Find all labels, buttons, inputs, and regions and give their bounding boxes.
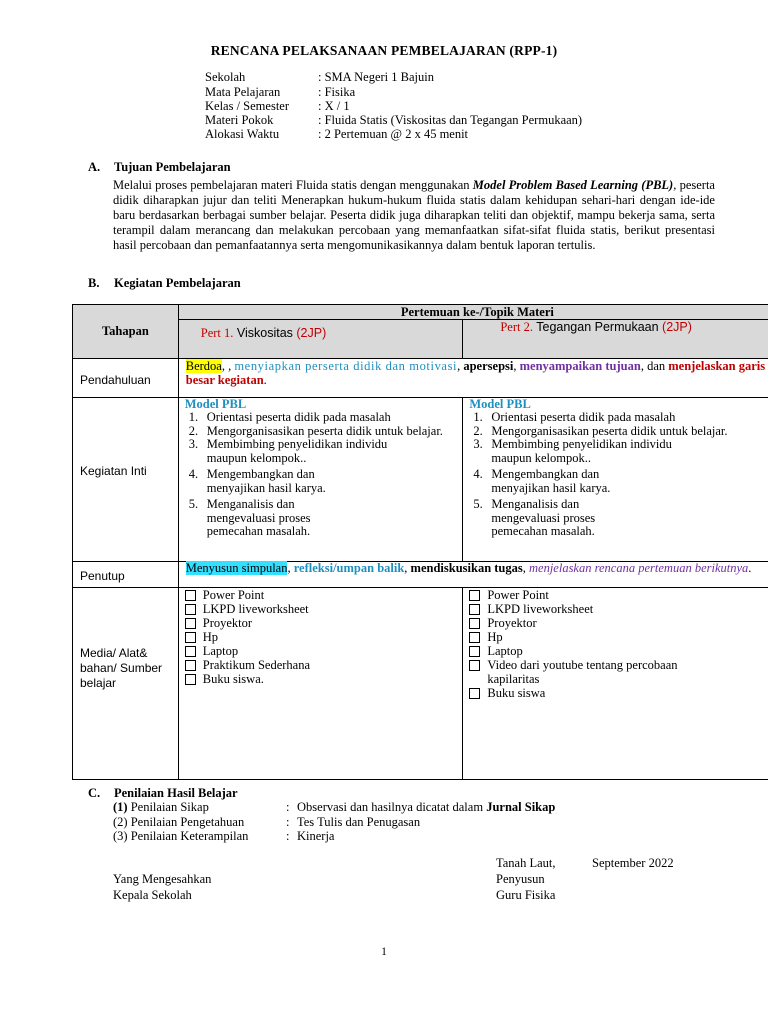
approver-title: Yang Mengesahkan	[113, 872, 212, 886]
pert1-label: Pert 1.	[200, 326, 234, 340]
list-item	[469, 411, 768, 425]
list-item	[185, 438, 459, 465]
assessment-value	[297, 815, 420, 830]
section-b-heading	[88, 276, 241, 291]
step-text: Mengembangkan dan menyajikan hasil karya.	[206, 467, 326, 495]
separator: , dan	[640, 359, 669, 373]
row-label-kegiatan-inti: Kegiatan Inti	[73, 398, 179, 562]
assessment-method: Tes Tulis dan Penugasan	[297, 815, 421, 829]
separator: ,	[457, 359, 464, 373]
assessment-method-bold: Jurnal Sikap	[486, 800, 556, 814]
inti-pert1	[178, 398, 463, 562]
media-item: Laptop	[202, 644, 239, 658]
assessment-name: Penilaian Keterampilan	[127, 829, 249, 843]
assessment-label	[113, 829, 248, 844]
list-item	[469, 425, 768, 439]
activity-berdoa: Berdoa	[185, 359, 222, 373]
checkbox-icon	[185, 632, 196, 643]
objective-text: Melalui proses pembelajaran materi Fluida statis dengan menggunakan	[113, 178, 473, 192]
assessment-value	[297, 800, 555, 815]
checkbox-icon	[469, 646, 480, 657]
row-label-media: Media/ Alat& bahan/ Sumber belajar	[73, 588, 179, 780]
separator: ,	[404, 561, 411, 575]
identity-value: : Fisika	[318, 85, 356, 99]
step-number: 3.	[473, 437, 483, 451]
checkbox-icon	[469, 632, 480, 643]
approver-role: Kepala Sekolah	[113, 888, 192, 902]
assessment-name: Penilaian Sikap	[127, 800, 209, 814]
separator: , ,	[221, 359, 235, 373]
activity-rencana: menjelaskan rencana pertemuan berikutnya	[529, 561, 749, 575]
media-pert2	[463, 588, 768, 780]
identity-value: : 2 Pertemuan @ 2 x 45 menit	[318, 127, 469, 141]
list-item	[463, 616, 768, 630]
assessment-label	[113, 815, 244, 830]
media-pert1	[178, 588, 463, 780]
objective-text-rest: , peserta didik diharapkan jujur dan teliti Menerapkan hukum-hukum fluida statis dalam kehidupan sehari-hari dengan ide-ide baru berdasarkan berbagai sumber belajar. Peserta didik juga diharapkan teliti dan objektif, mampu bekerja sama, serta terampil dalam merancang dan melakukan percobaan yang memanfaatkan sifat-sifat fluida statis, berikut presentasi hasil percobaan dan pemanfaatannya serta mengomunikasikannya dalam bentuk laporan tertulis.	[113, 178, 715, 252]
pert1-topic: Viskositas	[233, 326, 297, 340]
pert1-jp: (2JP)	[296, 326, 327, 340]
pert1-header	[178, 320, 463, 359]
checkbox-icon	[185, 660, 196, 671]
list-item	[179, 672, 459, 686]
pert2-label: Pert 2.	[500, 320, 533, 334]
document-title: RENCANA PELAKSANAAN PEMBELAJARAN (RPP-1)	[210, 43, 558, 58]
media-item: Proyektor	[487, 616, 537, 630]
list-item	[463, 644, 768, 658]
row-label-penutup: Penutup	[73, 562, 179, 588]
activity-table	[72, 304, 768, 780]
media-item: LKPD liveworksheet	[487, 602, 594, 616]
identity-value: : Fluida Statis (Viskositas dan Tegangan Permukaan)	[318, 113, 583, 127]
media-item: Proyektor	[202, 616, 253, 630]
pert2-jp: (2JP)	[662, 320, 692, 334]
media-item: Hp	[487, 630, 503, 644]
inti-pert2	[463, 398, 768, 562]
list-item	[469, 498, 768, 539]
checkbox-icon	[469, 590, 480, 601]
step-number: 2.	[188, 423, 199, 438]
step-text: Orientasi peserta didik pada masalah	[206, 410, 391, 424]
media-list	[179, 588, 459, 686]
assessment-method: Kinerja	[297, 829, 335, 843]
separator: ,	[287, 561, 294, 575]
checkbox-icon	[469, 618, 480, 629]
identity-label: Mata Pelajaran	[205, 85, 281, 99]
media-item: Praktikum Sederhana	[202, 658, 311, 672]
step-number: 3.	[188, 437, 199, 451]
activity-tujuan: menyampaikan tujuan	[519, 359, 641, 373]
section-letter: B.	[88, 276, 100, 290]
step-number: 1.	[473, 410, 483, 424]
section-c-heading	[88, 786, 238, 801]
section-letter: C.	[88, 786, 101, 800]
assessment-number: (2)	[113, 815, 128, 829]
step-text: Membimbing penyelidikan individu maupun kelompok..	[206, 437, 388, 465]
section-a-heading	[88, 160, 231, 175]
identity-value: : X / 1	[318, 99, 350, 113]
assessment-colon: :	[286, 800, 290, 814]
identity-label: Sekolah	[205, 70, 246, 84]
step-text: Mengorganisasikan peserta didik untuk belajar.	[206, 423, 443, 438]
list-item	[179, 602, 459, 616]
separator: .	[263, 373, 267, 387]
assessment-number: (3)	[113, 829, 128, 843]
media-item: Hp	[202, 630, 219, 644]
pbl-steps-list	[185, 411, 459, 539]
separator: .	[748, 561, 752, 575]
list-item	[185, 425, 459, 439]
activity-motivasi: menyiapkan perserta didik dan motivasi	[234, 359, 458, 373]
model-pbl-label: Model PBL	[469, 397, 531, 411]
objective-paragraph	[113, 178, 715, 253]
list-item	[179, 616, 459, 630]
checkbox-icon	[469, 688, 480, 699]
media-item: Video dari youtube tentang percobaan kapilaritas	[487, 658, 678, 686]
separator: ,	[522, 561, 529, 575]
penutup-content	[178, 562, 768, 588]
assessment-method: Observasi dan hasilnya dicatat dalam	[297, 800, 487, 814]
activity-tugas: mendiskusikan tugas	[410, 561, 523, 575]
separator: ,	[513, 359, 520, 373]
media-item: Laptop	[487, 644, 523, 658]
model-pbl-label: Model PBL	[184, 397, 247, 411]
row-label-pendahuluan: Pendahuluan	[73, 359, 179, 398]
signature-place: Tanah Laut,	[496, 856, 556, 870]
list-item	[179, 630, 459, 644]
section-title: Tujuan Pembelajaran	[114, 160, 231, 174]
author-role: Guru Fisika	[496, 888, 556, 902]
list-item	[469, 438, 768, 465]
list-item	[179, 644, 459, 658]
step-number: 5.	[188, 497, 199, 511]
checkbox-icon	[469, 660, 480, 671]
step-text: Membimbing penyelidikan individu maupun kelompok..	[491, 437, 672, 465]
media-item: Power Point	[487, 588, 549, 602]
author-title: Penyusun	[496, 872, 545, 886]
activity-apersepsi: apersepsi	[463, 359, 514, 373]
assessment-colon: :	[286, 829, 290, 843]
assessment-name: Penilaian Pengetahuan	[127, 815, 245, 829]
checkbox-icon	[185, 618, 196, 629]
activity-simpulan: Menyusun simpulan	[185, 561, 288, 575]
step-text: Menganalisis dan mengevaluasi proses pemecahan masalah.	[206, 497, 311, 538]
checkbox-icon	[469, 604, 480, 615]
step-text: Orientasi peserta didik pada masalah	[491, 410, 676, 424]
step-number: 5.	[473, 497, 483, 511]
step-number: 1.	[188, 410, 199, 424]
section-title: Penilaian Hasil Belajar	[114, 786, 238, 800]
list-item	[463, 686, 768, 700]
signature-date: September 2022	[592, 856, 674, 870]
list-item	[463, 658, 768, 686]
col-header-pertemuan: Pertemuan ke-/Topik Materi	[178, 305, 768, 320]
checkbox-icon	[185, 590, 196, 601]
list-item	[179, 658, 459, 672]
list-item	[185, 411, 459, 425]
step-number: 4.	[473, 467, 483, 481]
pbl-steps-list	[469, 411, 768, 539]
section-letter: A.	[88, 160, 101, 174]
media-list	[463, 588, 768, 700]
step-number: 4.	[188, 467, 199, 481]
identity-value: : SMA Negeri 1 Bajuin	[318, 70, 434, 84]
checkbox-icon	[185, 604, 196, 615]
media-item: Buku siswa.	[202, 672, 264, 686]
list-item	[179, 588, 459, 602]
section-title: Kegiatan Pembelajaran	[114, 276, 241, 290]
media-item: Power Point	[202, 588, 265, 602]
checkbox-icon	[185, 646, 196, 657]
identity-label: Materi Pokok	[205, 113, 274, 127]
list-item	[463, 630, 768, 644]
identity-label: Alokasi Waktu	[205, 127, 280, 141]
list-item	[463, 588, 768, 602]
step-number: 2.	[473, 423, 483, 438]
list-item	[469, 468, 768, 495]
pert2-header	[463, 320, 768, 359]
assessment-label	[113, 800, 209, 815]
media-item: LKPD liveworksheet	[202, 602, 309, 616]
col-header-tahapan: Tahapan	[73, 305, 179, 359]
pert2-topic: Tegangan Permukaan	[533, 320, 663, 334]
activity-garis-besar: menjelaskan garis besar kegiatan	[185, 359, 766, 387]
activity-refleksi: refleksi/umpan balik	[293, 561, 405, 575]
media-item: Buku siswa	[487, 686, 546, 700]
list-item	[185, 498, 459, 539]
list-item	[463, 602, 768, 616]
step-text: Menganalisis dan mengevaluasi proses pemecahan masalah.	[491, 497, 596, 538]
pendahuluan-content	[178, 359, 768, 398]
assessment-value	[297, 829, 334, 844]
page-number: 1	[381, 946, 387, 958]
assessment-colon: :	[286, 815, 290, 829]
identity-label: Kelas / Semester	[205, 99, 290, 113]
checkbox-icon	[185, 674, 196, 685]
step-text: Mengembangkan dan menyajikan hasil karya.	[491, 467, 611, 495]
assessment-number: (1)	[113, 800, 128, 814]
list-item	[185, 468, 459, 495]
step-text: Mengorganisasikan peserta didik untuk belajar.	[491, 423, 728, 438]
objective-model: Model Problem Based Learning (PBL)	[472, 178, 674, 192]
